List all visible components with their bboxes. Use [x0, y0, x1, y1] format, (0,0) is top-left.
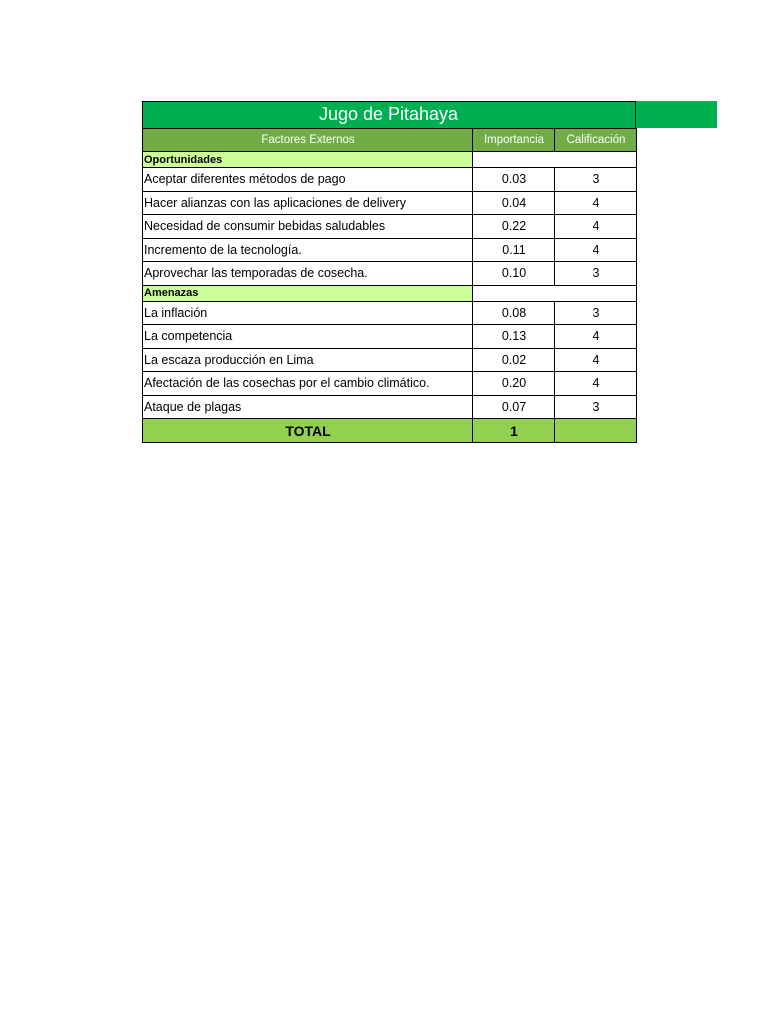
header-row — [143, 129, 637, 152]
calificacion-cell: 3 — [555, 301, 637, 325]
importancia-cell: 0.22 — [473, 215, 555, 239]
calificacion-cell: 4 — [555, 191, 637, 215]
header-importancia: Importancia — [473, 129, 555, 152]
factor-cell: La escaza producción en Lima — [143, 348, 473, 372]
section-row-oportunidades — [143, 152, 637, 168]
factor-cell: La inflación — [143, 301, 473, 325]
factor-cell: La competencia — [143, 325, 473, 349]
factor-cell: Hacer alianzas con las aplicaciones de delivery — [143, 191, 473, 215]
table-row — [143, 301, 637, 325]
importancia-cell: 0.02 — [473, 348, 555, 372]
importancia-cell: 0.11 — [473, 238, 555, 262]
factor-cell: Incremento de la tecnología. — [143, 238, 473, 262]
table-row — [143, 395, 637, 419]
importancia-cell: 0.20 — [473, 372, 555, 396]
page-title: Jugo de Pitahaya — [318, 104, 459, 124]
section-row-amenazas — [143, 285, 637, 301]
factor-cell: Afectación de las cosechas por el cambio climático. — [143, 372, 473, 396]
calificacion-cell: 4 — [555, 215, 637, 239]
importancia-cell: 0.07 — [473, 395, 555, 419]
efe-matrix-table — [142, 128, 637, 443]
table-row — [143, 238, 637, 262]
section-blank — [473, 152, 637, 168]
calificacion-cell: 3 — [555, 262, 637, 286]
calificacion-cell: 4 — [555, 325, 637, 349]
header-calificacion: Calificación — [555, 129, 637, 152]
total-label: TOTAL — [143, 419, 473, 443]
header-factor: Factores Externos — [143, 129, 473, 152]
importancia-cell: 0.13 — [473, 325, 555, 349]
table-row — [143, 348, 637, 372]
calificacion-cell: 4 — [555, 238, 637, 262]
calificacion-cell: 3 — [555, 395, 637, 419]
importancia-cell: 0.08 — [473, 301, 555, 325]
importancia-cell: 0.04 — [473, 191, 555, 215]
factor-cell: Aceptar diferentes métodos de pago — [143, 168, 473, 192]
total-importancia: 1 — [473, 419, 555, 443]
section-blank — [473, 285, 637, 301]
title-bar — [142, 101, 717, 128]
section-label: Oportunidades — [143, 152, 473, 168]
total-calificacion — [555, 419, 637, 443]
factor-cell: Ataque de plagas — [143, 395, 473, 419]
table-row — [143, 372, 637, 396]
calificacion-cell: 4 — [555, 348, 637, 372]
factor-cell: Necesidad de consumir bebidas saludables — [143, 215, 473, 239]
table-row — [143, 215, 637, 239]
calificacion-cell: 3 — [555, 168, 637, 192]
importancia-cell: 0.03 — [473, 168, 555, 192]
factor-cell: Aprovechar las temporadas de cosecha. — [143, 262, 473, 286]
table-row — [143, 191, 637, 215]
table-row — [143, 325, 637, 349]
importancia-cell: 0.10 — [473, 262, 555, 286]
calificacion-cell: 4 — [555, 372, 637, 396]
section-label: Amenazas — [143, 285, 473, 301]
total-row — [143, 419, 637, 443]
table-row — [143, 262, 637, 286]
table-row — [143, 168, 637, 192]
